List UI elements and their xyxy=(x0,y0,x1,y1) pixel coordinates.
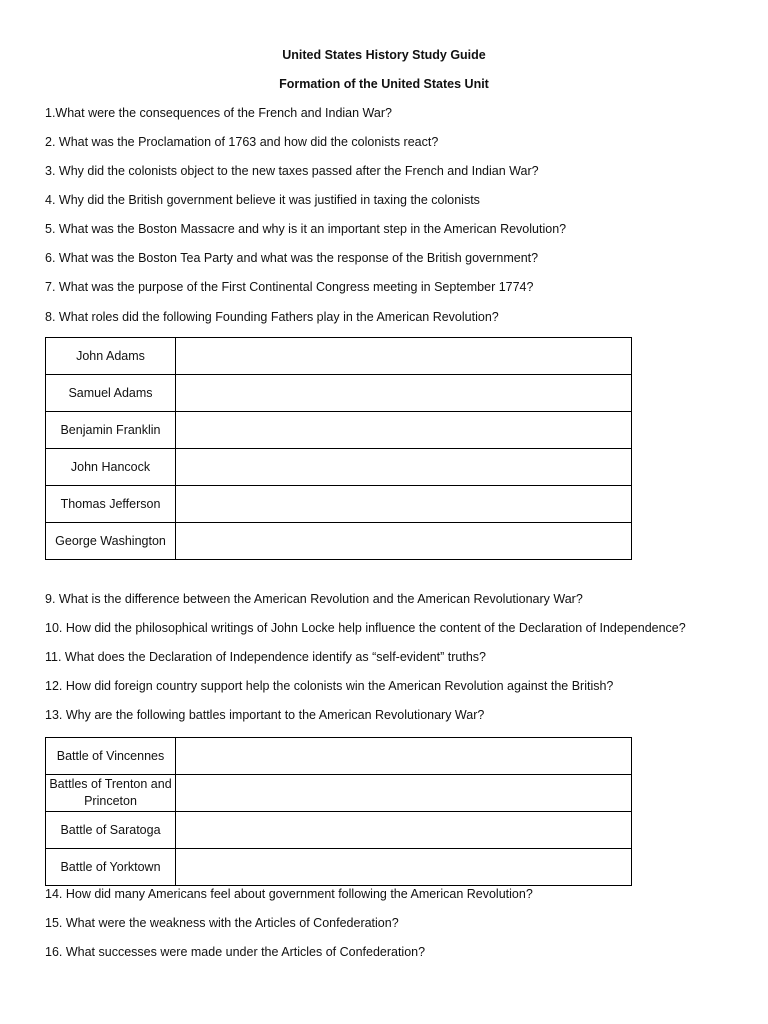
answer-cell[interactable] xyxy=(176,338,632,375)
battle-name: Battles of Trenton and Princeton xyxy=(46,775,176,812)
question-7: 7. What was the purpose of the First Continental Congress meeting in September 1774? xyxy=(45,280,534,294)
question-2: 2. What was the Proclamation of 1763 and how did the colonists react? xyxy=(45,135,439,149)
battle-name: Battle of Vincennes xyxy=(46,738,176,775)
answer-cell[interactable] xyxy=(176,812,632,849)
answer-cell[interactable] xyxy=(176,738,632,775)
question-6: 6. What was the Boston Tea Party and what was the response of the British government? xyxy=(45,251,539,265)
table-row xyxy=(46,486,632,523)
table-row xyxy=(46,738,632,775)
battle-name: Battle of Yorktown xyxy=(46,849,176,886)
answer-cell[interactable] xyxy=(176,523,632,560)
question-12: 12. How did foreign country support help the colonists win the American Revolution against the British? xyxy=(45,679,614,693)
founder-name: Benjamin Franklin xyxy=(46,412,176,449)
table-row xyxy=(46,449,632,486)
question-3: 3. Why did the colonists object to the new taxes passed after the French and Indian War? xyxy=(45,164,539,178)
table-row xyxy=(46,523,632,560)
question-9: 9. What is the difference between the American Revolution and the American Revolutionary War? xyxy=(45,592,583,606)
founder-name: Thomas Jefferson xyxy=(46,486,176,523)
table-row xyxy=(46,849,632,886)
founder-name: John Hancock xyxy=(46,449,176,486)
founders-table xyxy=(45,337,632,560)
table-row xyxy=(46,812,632,849)
founder-name: George Washington xyxy=(46,523,176,560)
table-row xyxy=(46,775,632,812)
document-title: United States History Study Guide xyxy=(282,48,486,62)
answer-cell[interactable] xyxy=(176,375,632,412)
question-1: 1.What were the consequences of the French and Indian War? xyxy=(45,106,392,120)
founder-name: Samuel Adams xyxy=(46,375,176,412)
answer-cell[interactable] xyxy=(176,486,632,523)
answer-cell[interactable] xyxy=(176,449,632,486)
question-13: 13. Why are the following battles important to the American Revolutionary War? xyxy=(45,708,485,722)
battle-name: Battle of Saratoga xyxy=(46,812,176,849)
table-row xyxy=(46,338,632,375)
answer-cell[interactable] xyxy=(176,412,632,449)
answer-cell[interactable] xyxy=(176,775,632,812)
document-subtitle: Formation of the United States Unit xyxy=(279,77,489,91)
answer-cell[interactable] xyxy=(176,849,632,886)
question-16: 16. What successes were made under the Articles of Confederation? xyxy=(45,945,426,959)
question-5: 5. What was the Boston Massacre and why is it an important step in the American Revolution? xyxy=(45,222,567,236)
question-15: 15. What were the weakness with the Articles of Confederation? xyxy=(45,916,399,930)
battles-table xyxy=(45,737,632,886)
question-11: 11. What does the Declaration of Independence identify as “self-evident” truths? xyxy=(45,650,486,664)
question-8: 8. What roles did the following Founding Fathers play in the American Revolution? xyxy=(45,310,499,324)
table-row xyxy=(46,375,632,412)
question-14: 14. How did many Americans feel about government following the American Revolution? xyxy=(45,887,533,901)
question-4: 4. Why did the British government believe it was justified in taxing the colonists xyxy=(45,193,480,207)
question-10: 10. How did the philosophical writings of John Locke help influence the content of the Declaration of Independence? xyxy=(45,621,686,635)
founder-name: John Adams xyxy=(46,338,176,375)
table-row xyxy=(46,412,632,449)
